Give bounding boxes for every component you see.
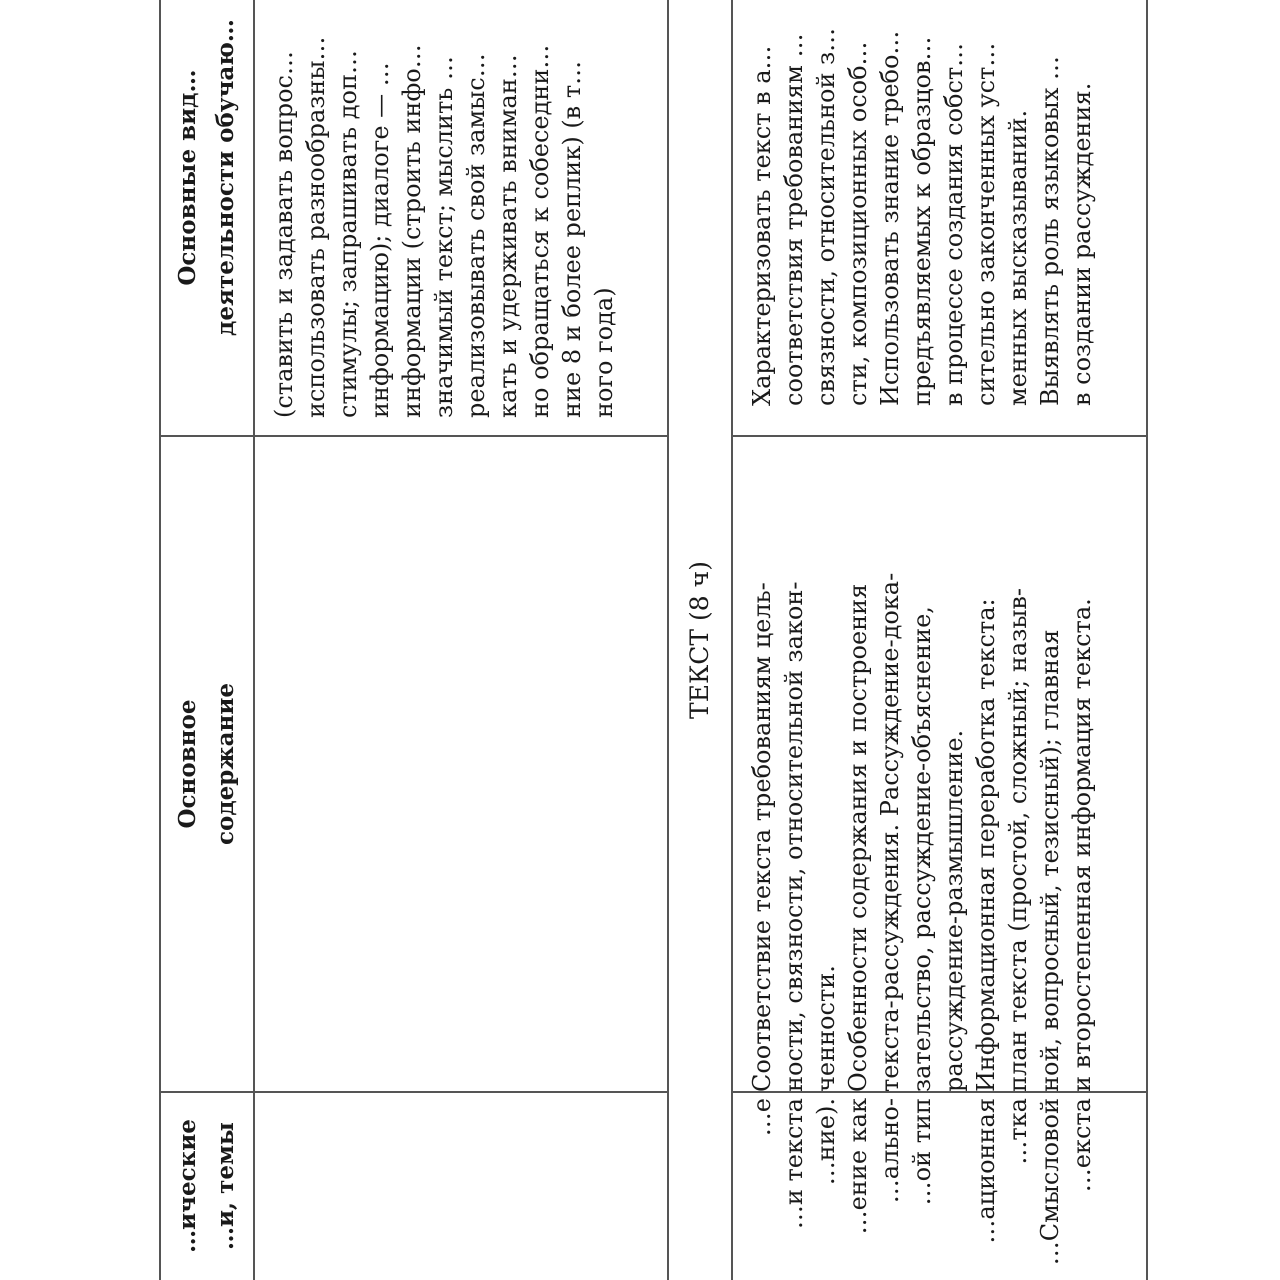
row1-topics — [254, 1092, 668, 1280]
row1-activities-line: стимулы; запрашивать доп… — [334, 50, 362, 418]
row2-content-line: Особенности содержания и построения — [844, 583, 872, 1092]
row2-topics-line: …ационная — [972, 1098, 1000, 1244]
row1-content — [254, 436, 668, 1092]
row2-content-line: Соответствие текста требованиям цель- — [748, 582, 776, 1092]
table-row — [732, 0, 1148, 1280]
row2-topics — [732, 1092, 1148, 1280]
row1-activities-line: информации (строить инфо… — [398, 44, 426, 418]
header-content — [160, 436, 254, 1092]
row2-topics-line: …ние). — [812, 1098, 840, 1186]
row1-activities — [254, 0, 668, 436]
row2-topics-line: …Смысловой — [1036, 1098, 1064, 1266]
row2-activities-line: Характеризовать текст в а… — [748, 45, 776, 406]
row2-topics-line: …ально- — [876, 1098, 904, 1204]
row1-activities-line: использовать разнообразны… — [302, 36, 330, 418]
row1-activities-line: кать и удерживать вниман… — [494, 54, 522, 418]
row2-activities — [732, 0, 1148, 436]
rule-row2-bottom — [1146, 0, 1148, 1280]
row2-content-line: ченности. — [812, 965, 840, 1092]
row2-content-line: текста-рассуждения. Рассуждение-дока- — [876, 572, 904, 1092]
row2-content-line: ности, связности, относительной закон- — [780, 581, 808, 1092]
row2-content — [732, 436, 1148, 1092]
header-topics-line1: …ические — [174, 1119, 201, 1253]
row1-activities-line: реализовывать свой замыс… — [462, 53, 490, 418]
rule-col-2-3-row2 — [731, 435, 1147, 437]
row2-content-line: рассуждение-размышление. — [940, 729, 968, 1092]
row2-content-line: план текста (простой, сложный; назыв- — [1004, 587, 1032, 1092]
row2-activities-line: сти, композиционных особ… — [844, 41, 872, 406]
row2-topics-line: …екста — [1068, 1098, 1096, 1193]
row2-topics-line — [938, 1098, 970, 1276]
row1-activities-line: ние 8 и более реплик) (в т… — [558, 60, 586, 418]
row2-activities-line: сительно законченных уст… — [972, 42, 1000, 406]
row2-topics-line: …е — [748, 1098, 776, 1137]
table-row — [254, 0, 668, 1280]
row2-content-line: и второстепенная информация текста. — [1068, 598, 1096, 1092]
header-activities-line2: деятельности обучаю… — [212, 19, 239, 336]
row2-topics-line: …и текста — [780, 1098, 808, 1230]
row2-activities-line: связности, относительной з… — [812, 27, 840, 406]
row1-activities-line: но обращаться к собеседни… — [526, 44, 554, 418]
rule-col-2-3 — [159, 435, 668, 437]
row2-activities-line: Использовать знание требо… — [876, 30, 904, 406]
row2-activities-line: Выявлять роль языковых … — [1036, 55, 1064, 406]
header-activities-line1: Основные вид… — [174, 69, 201, 286]
row2-activities-line: предъявляемых к образцов… — [908, 36, 936, 406]
header-activities — [160, 0, 254, 436]
row2-topics-line: …ение как — [844, 1098, 872, 1235]
row2-activities-line: менных высказываний. — [1004, 109, 1032, 406]
rule-row2-top — [731, 0, 733, 1280]
header-topics — [160, 1092, 254, 1280]
row2-content-line: ной, вопросный, тезисный); главная — [1036, 629, 1064, 1092]
table-header — [160, 0, 254, 1280]
row1-activities-line: информацию); диалоге — … — [366, 62, 394, 418]
rule-col-1-2 — [159, 1091, 668, 1093]
row1-activities-line: ного года) — [590, 287, 618, 418]
header-topics-line2: …и, темы — [212, 1122, 239, 1250]
row1-activities-line: значимый текст; мыслить … — [430, 56, 458, 418]
rule-header-bottom — [253, 0, 255, 1280]
row2-activities-line: соответствия требованиям … — [780, 33, 808, 406]
section-title: ТЕКСТ (8 ч) — [685, 561, 714, 719]
row2-topics-line: …ой тип — [908, 1098, 936, 1206]
rule-row1-bottom — [667, 0, 669, 1280]
row2-content-line: зательство, рассуждение-объяснение, — [908, 606, 936, 1092]
row2-activities-line: в создании рассуждения. — [1068, 82, 1096, 406]
rule-top — [159, 0, 161, 1280]
row1-activities-line: (ставить и задавать вопрос… — [270, 51, 298, 418]
header-content-line2: содержание — [212, 682, 239, 846]
row2-topics-line: …тка — [1004, 1098, 1032, 1165]
row2-content-line: Информационная переработка текста: — [972, 598, 1000, 1092]
header-content-line1: Основное — [174, 699, 201, 829]
row2-activities-line: в процессе создания собст… — [940, 42, 968, 406]
rule-col-1-2-row2 — [731, 1091, 1147, 1093]
